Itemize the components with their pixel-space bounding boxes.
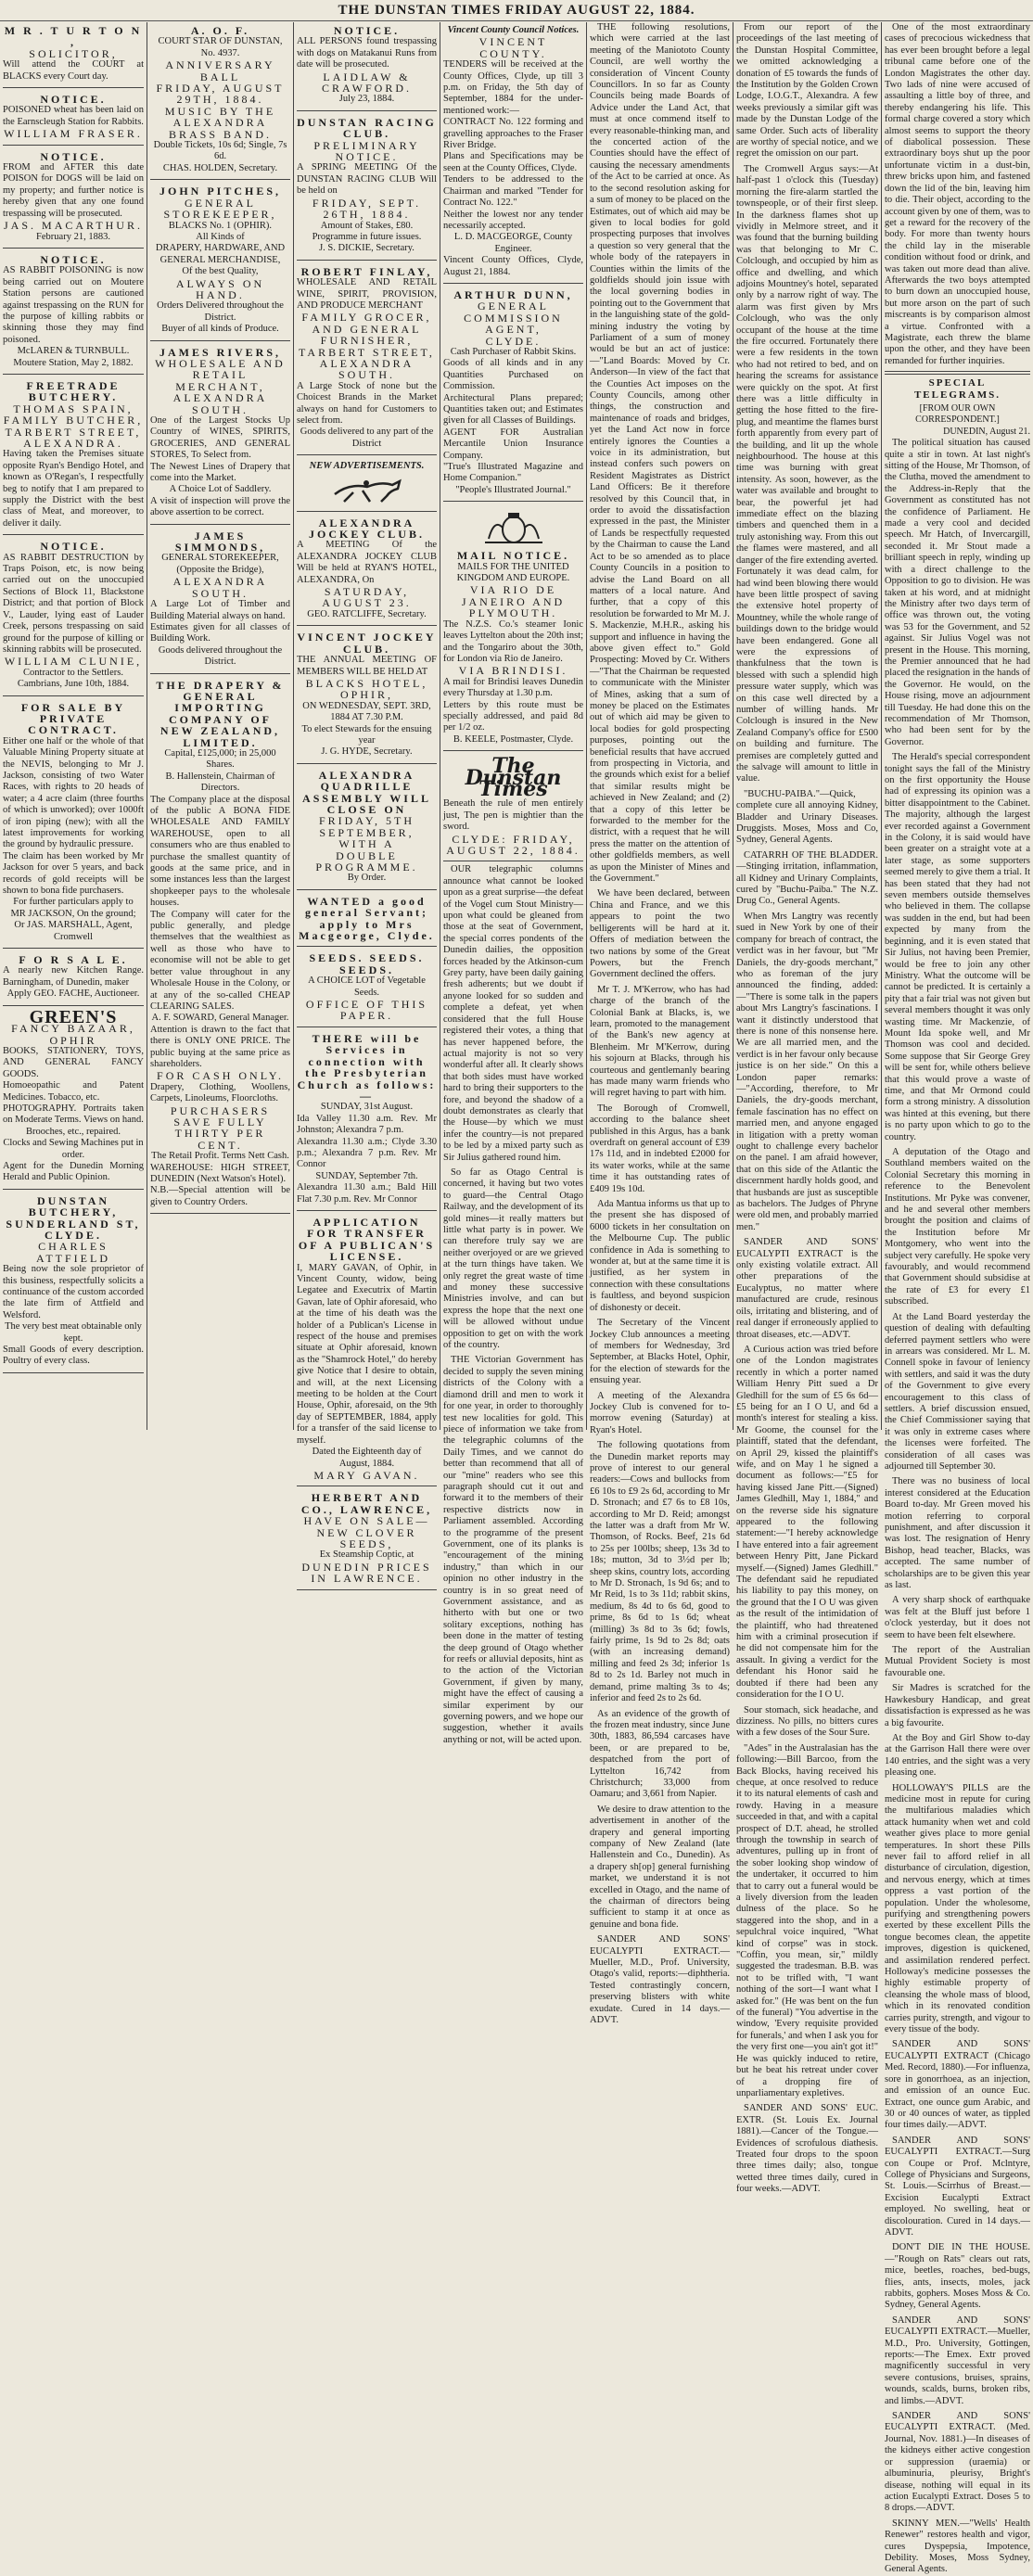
ad-line: The N.Z.S. Co.'s steamer Ionic leaves Lyttelton about the 20th inst; and the Tongariro about the 30th, for London via Rio de Janeiro. <box>443 618 583 664</box>
ad-line: Clocks and Sewing Machines put in order. <box>3 1138 144 1160</box>
telegram-paragraph: HOLLOWAY'S PILLS are the medicine most in repute for curing the multifarious maladies which attack humanity when wet and cold weather gives place to more genial temperatures. In short these Pills never fail to afford relief in all disturbance of circulation, digestion, and nervous energy, which at times oppress a vast portion of the population. Under the wholesome, purifying and strengthening powers exerted by these excellent Pills the tongue becomes clean, the appetite improves, digestion is quickened, and assimilation rendered perfect. Holloway's medicine possesses the highly estimable property of cleansing the whole mass of blood, which in its renovated condition carries purity, strength, and vigour to every tissue of the body. <box>885 1782 1030 2035</box>
advertisement <box>443 754 583 861</box>
advertisement <box>297 458 437 511</box>
ad-line: FREETRADE BUTCHERY. <box>26 378 121 404</box>
ad-line: Moutere Station, May 2, 1882. <box>13 357 134 368</box>
ad-line: MAILS FOR THE UNITED KINGDOM AND EUROPE. <box>456 561 570 584</box>
news-paragraph: We desire to draw attention to the advertisement in another of the drapery and general importing company of New Zealand (late Hallenstein and Co., Dunedin). As a drapery sh[op] general furnishing market, we understand it is not excelled in Otago, and the name of the chairman of directors being sufficient to stamp it at once as genuine and bona fide. <box>590 1804 730 1930</box>
ad-line: ALWAYS ON HAND. <box>175 276 265 301</box>
ad-line: FOR CASH ONLY. <box>157 1069 284 1083</box>
ad-line: "True's Illustrated Magazine and Home Companion." <box>443 462 583 484</box>
ad-line: The Dunstan Times <box>465 754 562 801</box>
ad-line: Vincent County Offices, Clyde, August 21, 1884. <box>443 255 583 277</box>
ad-line: SOLICITOR, <box>29 46 118 60</box>
ad-line: Estimates given for all classes of Building Work. <box>150 621 290 644</box>
advertisement <box>150 344 290 525</box>
news-paragraph: The Secretary of the Vincent Jockey Club announces a meeting of members for Wednesday, 3rd September, at Blacks Hotel, Ophir, for the election of stewards for the ensuing year. <box>590 1318 730 1386</box>
ad-line: A Large Lot of Timber and Building Material always on hand. <box>150 599 290 621</box>
column-5 <box>587 22 733 2026</box>
ad-line: MR JACKSON, On the ground; <box>10 908 136 919</box>
news-paragraph: A meeting of the Alexandra Jockey Club is convened for to-morrow evening (Saturday) at Ryan's Hotel. <box>590 1390 730 1435</box>
ad-line: JAMES SIMMONDS, <box>174 529 266 555</box>
ad-line: BLACKS No. 1 (OPHIR). <box>168 220 273 231</box>
ad-line: NOTICE. <box>40 540 107 554</box>
news-paragraph: The Cromwell Argus says:—At half-past 1 o'clock this (Tuesday) morning the fire-alarm startled the townspeople, or of their first sleep. In the darkness flames shot up vividly in Melmore street, and it was found that the burning building was that belonging to Mr C. Colclough, and occupied by him as office and dwelling, and which adjoins Mountney's hotel, separated only by a narrow right of way. The alarm was first given by Mrs Colclough, who was the only occupant of the house at the time the fire occurred. Fortunately there were a few residents in the town who had not retired to bed, and on hearing the screams for assistance were quickly on the spot. At first there was a little difficulty in getting the hose fitted to the fire-plug, and meantime the flames burst forth apparently from every part of the building, and lit up the whole neighbourhood. The house at this time was burning with great intensity. As soon, however, as the water was available and brought to bear, the powerful jet had immediate effect on the blazing timbers and quenched them in a truly astonishing way. From this out the flames were mastered, and all danger of the fire extending averted. Fortunately it was dead calm, for had wind been blowing there would have been little prospect of saving the extensive hotel property of Mountney, while the whole range of buildings down to the bridge would have been endangered. Gone all were the expressions of thankfulness that the town is blessed with such a splendid high pressure water supply, which was on this case well directed by a number of willing hands. Mr Colclough is insured in the New Zealand Company's office for £500 on building and furniture. The premises are completely gutted and the salvage will amount to little in value. <box>736 163 878 784</box>
special-telegrams-sub: [FROM OUR OWN CORRESPONDENT.] <box>915 403 1000 426</box>
ad-line: Either one half or the whole of that Valuable Mining Property situate at the NEVIS, belonging to Mr J. Jackson, consisting of two Water Races, with rights to 20 heads of water; a 4 acre claim (three fourths of which is unworked); over 1000ft of iron piping (new); with all the latest improvements for working the ground by hydraulic pressure. <box>3 735 144 850</box>
advertisement <box>297 950 437 1027</box>
ad-line: CHARLES ATTFIELD <box>36 1240 110 1265</box>
editorial-paragraph: OUR telegraphic columns announce what cannot be looked upon as a great surprise—the defeat of the Vogel cum Stout Ministry—upon what could be gleaned from those at the seat of Government, the special corres pondents of the Dunedin dailies, the opposition forces headed by the Atkinson-cum Grey party, have been daily gaining fresh adherents; but we doubt if anyone looked for so sudden and complete a defeat, yet when considered that the full House registered their votes, a thing that has never happened before, the actual majority is not so very wonderful after all. It clearly shows that both sides must have worked hard to bring their supporters to the fore, and beyond the shadow of a doubt demonstrates as clearly that the House—by which we must infer the country—is not prepared to be led by a mixed party such as Sir Julius gathered round him. <box>443 864 583 1163</box>
ad-line: CHAS. HOLDEN, Secretary. <box>162 162 278 173</box>
news-paragraph: Mr T. J. M'Kerrow, who has had charge of the branch of the Colonial Bank at Blacks, is, we learn, promoted to the management of the Bank's new agency at Blenheim. Mr M'Kerrow, during his sojourn at Blacks, through his courteous and gentlemanly bearing has made many warm friends who will regret having to part with him. <box>590 984 730 1099</box>
news-paragraph: The Borough of Cromwell, according to the balance sheet published in this Argus, has a bank overdraft on general account of £39 17s 11d, and in indebted £2000 for its water works, while at the same time it has outstanding rates of £409 19s 10d. <box>590 1103 730 1194</box>
ad-line: McLAREN & TURNBULL. <box>17 346 130 357</box>
advertisement <box>297 893 437 948</box>
ad-line: M R . T U R T O N , <box>4 24 143 49</box>
ad-line: B. KEELE, Postmaster, Clyde. <box>453 733 574 745</box>
special-telegrams-title: SPECIAL TELEGRAMS. <box>913 377 1001 401</box>
ad-line: NOTICE. <box>40 149 107 163</box>
ad-line: ALEXANDRA SOUTH. <box>172 575 268 600</box>
ad-line: ANNIVERSARY BALL <box>165 58 275 83</box>
ad-line: Contractor to the Settlers. <box>23 667 123 678</box>
news-paragraph: "BUCHU-PAIBA."—Quick, complete cure all annoying Kidney, Bladder and Urinary Diseases. Druggists. Moses, Moss and Co, Sydney, General Agents. <box>736 788 878 846</box>
ad-line: Attention is drawn to the fact that there is ONLY ONE PRICE. The public buying at the same price as shareholders. <box>150 1024 290 1069</box>
ad-line: VIA BRINDISI. <box>458 664 568 678</box>
ad-line: GENERAL STOREKEEPER, <box>163 196 277 222</box>
news-paragraph: "Ades" in the Australasian has the following:—Bill Barcoo, from the Back Blocks, having received his cheque, at once resolved to reduce it to its natural elements of cash and rowdy. Having in a measure succeeded in that, and with a capital prospect of D.T. ahead, he strolled through the township in search of adventures, pulling up in front of the sober looking shop window of the undertaker, it occurred to him that to carry out a funeral would be a lively diversion from the leaden dulness of the place. So he staggered into the shop, and in a sepulchral voice inquired, "What kind of corpse" was in stock. "Coffin, you mean, sir," mildly suggested the tradesman. B.B. was not to be trifled with, "I want nothing of the sort—I want what I asked for." (He was bent on the fun of the funeral) "You advertise in the window, 'Every requisite provided for funerals,' and when I ask you for the very first one—you ain't got it!" He was quickly induced to retire, but he beat his retreat under cover of a dropping fire of unparliamentary expletives. <box>736 1742 878 2098</box>
ad-line: The Retail Profit. Terms Nett Cash. <box>151 1151 289 1162</box>
ad-line: A visit of inspection will prove the above assertion to be correct. <box>150 495 290 518</box>
ad-line: DRAPERY, HARDWARE, AND GENERAL MERCHANDISE, <box>155 243 286 265</box>
advertisement <box>297 629 437 763</box>
column-1 <box>0 22 147 1430</box>
news-paragraph: The following quotations from the Dunedin market reports may prove of interest to our general readers:—Cows and bullocks from £6 10s to £9 2s 6d, according to Mr D. Stronach; and £7 6s to £8 10s, according to Mr D. Reid; amongst the latter was a draft from Mr W. Thomson, of Rocks. Beef, 21s 6d to 25s per 100lbs; sheep, 13s 3d to 18s; mutton, 3d to 3½d per lb; sheep skins, country lots, according to Mr D. Stronach, 1s 9d 6s; and to Mr Reid, 1s to 3s 11d; rabbit skins, medium, 8s 4d to 6s 6d, good to prime, 8s 6d to 1s 6d; wheat (milling) 3s 8d to 3s 6d; fowls, fairly prime, 1s 9d to 2s 8d; oats (with an increasing demand) milling and feed 2s 3d; inferior 1s 8d to 2s 1d. Barley not much in demand, prime malting 3s to 4s; inferior and feed 2s to 2s 6d. <box>590 1440 730 1704</box>
ad-line: Neither the lowest nor any tender necessarily accepted. <box>443 209 583 231</box>
ad-line: NOTICE. <box>40 252 107 266</box>
ad-line: WILLIAM CLUNIE, <box>4 655 143 669</box>
ad-line: JAMES RIVERS, <box>159 345 281 359</box>
masthead: THE DUNSTAN TIMES FRIDAY AUGUST 22, 1884. <box>0 0 1033 21</box>
ad-line: TARBERT STREET, ALEXANDRA. <box>5 425 142 450</box>
advertisement <box>3 91 144 146</box>
ad-line: VINCENT COUNTY. <box>478 35 548 60</box>
ad-line: Alexandra 11.30 a.m.; Bald Hill Flat 7.30 p.m. Rev. Mr Connor <box>297 1182 437 1205</box>
ad-line: A. F. SOWARD, General Manager. <box>151 1013 289 1024</box>
ad-line: ON WEDNESDAY, SEPT. 3RD, 1884 AT 7.30 P.M. <box>302 700 431 723</box>
ad-line: GEO. RATCLIFFE, Secretary. <box>307 608 427 619</box>
ad-line: ALL PERSONS found trespassing with dogs on Matakanui Runs from date will be prosecuted. <box>297 36 437 70</box>
news-paragraph: A Curious action was tried before one of the London magistrates recently in which a porter named William Henry Pitt sued a Dr Gledhill for the sum of £5 6s 6d—£5 being for an I O U, and 6d a month's interest for stealing a kiss. Mr Goome, the counsel for the plaintiff, stated that the defendant, on April 29, kissed the plaintiff's wife, and on May 1 he signed a document as follows:—"£5 for having kissed Jane Pitt.—(Signed) James Gledhill, May 1, 1884," and on the reverse side his signature appeared to the following statement:—"I hereby acknowledge I have entered into a fair agreement between Henry Pitt, Jane Pickard myself.—(Signed) James Gledhill." The defendant said he repudiated his liability to pay this money, on the ground that the I O U was given as the result of the intimidation of the plaintiff, who had threatened him with a criminal prosecution if he did not compensate him for the assault. In giving a verdict for the defendant his Honor said he doubted if there had been any consideration for the I O U. <box>736 1344 878 1701</box>
advertisement <box>3 538 144 695</box>
ad-line: DUNSTAN BUTCHERY, SUNDERLAND ST, CLYDE. <box>6 1193 141 1242</box>
ad-line: FOR SALE BY PRIVATE CONTRACT. <box>20 700 126 737</box>
ad-line: Cash Purchaser of Rabbit Skins. <box>450 346 577 357</box>
advertisement <box>297 114 437 261</box>
news-paragraph: We have been declared, between China and France, and we this appears to point the two belligerents will be hard at it. Offers of mediation between the two nations by some of the Great Powers, but the French Government declined the offers. <box>590 888 730 980</box>
advertisement <box>297 1214 437 1486</box>
ad-line: FAMILY BUTCHER, <box>3 414 144 427</box>
editorial-paragraph: THE Victorian Government has decided to supply the seven mining districts of the Colony with a diamond drill and men to work it for one year, in order to thoroughly test new localities for gold. This piece of information we take from the telegraphic columns of the Daily Times, and we cannot do better than recommend that all of our "mine" readers who see this paragraph should cut it out and forward it to the members of their respective districts now in Parliament assembled. According to the programme of the present Government, one of its planks is "encouragement of the mining industry," than which in our opinion no other industry in the country is in so great need of Government assistance, and as hitherto with but one or two solitary exceptions, nothing has been done in the matter of testing the deep ground of Otago whether for reefs or alluvial deposits, hint as to the action of the Victorian Government, if given by many, might have the effect of causing a similar experiment by our governing powers, and we hope our suggestion, whether it avails anything or not, will be acted upon. <box>443 1355 583 1745</box>
ad-line: ALEXANDRA QUADRILLE ASSEMBLY WILL CLOSE ON <box>302 768 431 816</box>
ad-line: Beneath the rule of men entirely just, The pen is mightier than the sword. <box>443 798 583 833</box>
ad-line: NOTICE. <box>40 93 107 107</box>
ad-line: APPLICATION FOR TRANSFER OF A PUBLICAN'S LICENSE. <box>298 1215 436 1264</box>
divider <box>885 371 1030 375</box>
ad-line: CONTRACT No. 122 forming and gravelling approaches to the Fraser River Bridge. <box>443 117 583 151</box>
ad-line: HAVE ON SALE— <box>303 1514 430 1528</box>
news-paragraph: Sour stomach, sick headache, and dizziness. No pills, no bitters cures with a few doses of the Sour Sure. <box>736 1704 878 1739</box>
ad-line: Ida Valley 11.30 a.m. Rev. Mr Johnston; Alexandra 7 p.m. <box>297 1113 437 1136</box>
ad-line: Having taken the Premises situate opposite Ryan's Bendigo Hotel, and known as O'Regan's, I respectfully beg to notify that I am prepared to supply the District with the best class of Meat, and moreover, to deliver it daily. <box>3 449 144 529</box>
ad-line: THERE will be Services in connection with the Presbyterian Church as follows:— <box>297 1031 437 1103</box>
ad-line: Programme in future issues. <box>312 231 422 242</box>
ad-line: Will attend the COURT at BLACKS every Court day. <box>3 59 144 82</box>
telegram-paragraph: At the Boy and Girl Show to-day at the Garrison Hall there were over 140 entries, and the sight was a very pleasing one. <box>885 1732 1030 1779</box>
advertisement <box>443 287 583 502</box>
ad-line: A. O. F. <box>190 24 250 37</box>
ad-line: TENDERS will be received at the County Offices, Clyde, up till 3 p.m. on Friday, the 5th day of September, 1884 for the under-mentioned work:— <box>443 59 583 116</box>
telegram-paragraph: At the Land Board yesterday the question of dealing with defaulting deferred payment settlers who were in arrears was considered. Mr L. M. Connell spoke in favour of leniency with settlers, and said it was the duty of the Government to give every encouragement to this class of settlers. A brief discussion ensued, the Chief Commissioner saying that it was only in extreme cases where the licenses were forfeited. The consideration of all cases was adjourned till September 30. <box>885 1311 1030 1472</box>
advertisement <box>443 504 583 751</box>
ad-line: NEW ADVERTISEMENTS. <box>309 461 425 472</box>
ad-line: A nearly new Kitchen Range. Barningham, of Dunedin, maker <box>3 965 144 988</box>
ad-line: I, MARY GAVAN, of Ophir, in Vincent County, widow, being Legatee and Executrix of Martin Gavan, late of Ophir aforesaid, who at the time of his death was the holder of a Publican's License in respect of the house and premises situate at Ophir aforesaid, known as the "Shamrock Hotel," do hereby give Notice that I desire to obtain, and will, at the next Licensing meeting to be holden at the Court House, Ophir, aforesaid, on the 9th day of SEPTEMBER, 1884, apply for a transfer of the said license to myself. <box>297 1262 437 1446</box>
column-6 <box>733 22 881 2195</box>
telegram-paragraph: The political situation has caused quite a stir in town. At last night's sitting of the House, Mr Thomson, of the Clutha, moved the amendment to the Address-in-Reply that the Government as constituted has not the confidence of Parliament. He made a very cool and decided speech. Mr Hatch, of Invercargill, seconded it. Mr Stout made a brilliant speech in reply, winding up with a direct challenge to the Opposition to go to division. He was taken at his word, and at midnight the Ministry after two days term of office was thrown out, the voting was 53 for the Government, and 52 against. Sir Julius Vogel was not present in the House. This morning, the Premier announced that he had placed the resignation in the hands of the Governor. He would, on the House rising, move an adjournment till Tuesday. He had done this on the recommendation of Mr Thomson, who had been sent for by the Governor. <box>885 438 1030 747</box>
telegram-paragraph: SANDER AND SONS' EUCALYPTI EXTRACT (Chicago Med. Record, 1880).—For influenza, sore in gonorrhoea, as an injection, and emission of an ounce Euc. Extract, one ounce gum Arabic, and 30 or 40 ounces of water, as tippled four times daily.—ADVT. <box>885 2039 1030 2131</box>
ad-line: F O R S A L E. <box>19 953 128 967</box>
ad-line: AS RABBIT POISONING is now being carried out on Moutere Station persons are cautioned against trespassing on the RUN for the purpose of killing rabbits or skinning those they may find poisoned. <box>3 265 144 345</box>
ad-line: COURT STAR OF DUNSTAN, No. 4937. <box>158 36 283 58</box>
ad-line: OFFICE OF THIS PAPER. <box>305 998 428 1023</box>
ad-line: ARTHUR DUNN, <box>453 287 573 301</box>
ad-line: A SPRING MEETING Of the DUNSTAN RACING CLUB Will be held on <box>297 162 437 197</box>
ad-line: BOOKS, STATIONERY, TOYS, AND GENERAL FANCY GOODS. <box>3 1045 144 1079</box>
ad-line: DUNSTAN RACING CLUB. <box>297 115 437 141</box>
news-paragraph: From our report of the proceedings of the last meeting of the Dunstan Hospital Committee, we omitted acknowledging a donation of £5 towards the funds of the Institution by the Golden Crown Lodge, I.O.G.T., Alexandra. A few weeks previously a similar gift was made by the Dunstan Lodge of the same Order. Such acts of liberality are worthy of special notice, and we regret the omission on our part. <box>736 22 878 159</box>
ad-line: Goods of all kinds and in any Quantities Purchased on Commission. <box>443 358 583 392</box>
ad-line: ROBERT FINLAY, <box>300 264 433 278</box>
ad-line: FRIDAY, 5TH SEPTEMBER, <box>318 814 415 839</box>
news-paragraph: As an evidence of the growth of the frozen meat industry, since June 30th, 1883, 86,594 carcases have been, or are prepared to be, despatched from the port of Lyttelton 16,742 from Christchurch; 33,000 from Oamaru; and 3,661 from Napier. <box>590 1708 730 1800</box>
advertisement <box>297 22 437 111</box>
ad-line: Capital, £125,000; in 25,000 Shares. <box>164 747 276 771</box>
ad-line: WAREHOUSE: HIGH STREET, DUNEDIN (Next Watson's Hotel). <box>150 1162 290 1184</box>
ad-line: By Order. <box>347 873 387 884</box>
ad-line: N.B.—Special attention will be given to Country Orders. <box>150 1185 290 1207</box>
ad-line: B. Hallenstein, Chairman of Directors. <box>165 771 275 794</box>
royal-arms-icon <box>443 511 583 546</box>
ad-line: CLYDE. <box>485 334 542 348</box>
ad-line: WILLIAM FRASER. <box>4 127 143 141</box>
ad-line: WHOLESALE AND RETAIL MERCHANT, <box>155 356 286 393</box>
ad-line: MAIL NOTICE. <box>456 549 570 563</box>
advertisement <box>3 1192 144 1373</box>
ad-line: A CHOICE LOT of Vegetable Seeds. <box>308 976 426 998</box>
ad-line: "People's Illustrated Journal." <box>455 484 571 495</box>
ad-line: Plans and Specifications may be seen at the County Offices, Clyde. <box>443 151 583 173</box>
ad-line: WITH A <box>338 837 395 851</box>
ad-line: PHOTOGRAPHY. Portraits taken on Moderate Terms. Views on hand. <box>3 1103 144 1126</box>
telegram-paragraph: There was no business of local interest considered at the Education Board to-day. Mr Green moved his motion referring to corporal punishment, and after discussion it was lost. The resignation of Henry Bishop, head teacher, Blacks, was accepted. The same number of scholarships are to be given this year as last. <box>885 1476 1030 1591</box>
advertisement <box>3 699 144 950</box>
ad-line: Homoeopathic and Patent Medicines. Tobacco, etc. <box>3 1080 144 1103</box>
special-telegrams-place: DUNEDIN, August 21. <box>943 426 1030 437</box>
ad-line: GREEN'S <box>29 1006 118 1027</box>
advertisement <box>150 22 290 180</box>
ad-line: WANTED a good general Servant; apply to Mrs Macgeorge, Clyde. <box>299 894 435 943</box>
ad-line: Amount of Stakes, £80. <box>320 220 414 231</box>
ad-line: A Large Stock of none but the Choicest Brands in the Market always on hand for Customers to select from. <box>297 380 437 426</box>
ad-line: SEEDS. SEEDS. SEEDS. <box>309 951 425 976</box>
ad-line: The Newest Lines of Drapery that come into the Market. <box>150 461 290 484</box>
ad-line: J. G. HYDE, Secretary. <box>321 746 413 758</box>
ad-line: Tenders to be addressed to the Chairman and marked "Tender for Contract No. 122." <box>443 174 583 209</box>
ad-line: The Company will cater for the public generally, and pledge themselves that the wealthiest as well as those who have to economise will not be able to get better value throughout in any Wholesale House in the Colony, or at any of the so-called CHEAP CLEARING SALES. <box>150 909 290 1012</box>
telegram-paragraph: A deputation of the Otago and Southland members waited on the Colonial Secretary this morning in reference to the Benevolent Institutions. Mr Pyke was convener, and he and several other members brought the position and claims of the Institution before Mr Montgomery, who went into the subject very carefully. He spoke very favourably, and would recommend that Government should subsidise at the rate of £3 for every £1 subscribed. <box>885 1147 1030 1307</box>
ad-line: Letters by this route must be specially addressed, and paid 8d per 1/2 oz. <box>443 699 583 733</box>
telegram-paragraph: SANDER AND SONS' EUCALYPTI EXTRACT. (Med. Journal, Nov. 1881.)—In diseases of the kidneys either active congestion or suppression (uraemia) or albuminuria, pleurisy, Bright's disease, nothing will equal in its action Eucalypti Extract. Doses 5 to 8 drops.—ADVT. <box>885 2411 1030 2514</box>
advertisement <box>3 22 144 88</box>
ad-line: FROM and AFTER this date POISON for DOGS will be laid on my property; and further notice is hereby given that any one found trespassing will be prosecuted. <box>3 162 144 219</box>
ad-line: VINCENT JOCKEY CLUB. <box>297 631 437 656</box>
ad-line: J. S. DICKIE, Secretary. <box>319 243 414 254</box>
ad-line: SUNDAY, 31st August. <box>320 1102 414 1113</box>
ad-line: Drapery, Clothing, Woollens, Carpets, Linoleums, Floorcloths. <box>150 1081 290 1104</box>
ad-line: HERBERT AND CO., LAWRENCE, <box>300 1491 433 1516</box>
column-7 <box>882 22 1033 2575</box>
ad-line: NEW CLOVER SEEDS, <box>316 1525 417 1550</box>
ad-line: POISONED wheat has been laid on the Earnscleugh Station for Rabbits. <box>3 105 144 127</box>
ad-line: FRIDAY, AUGUST 29TH, 1884. <box>156 82 285 107</box>
ad-line: Goods delivered to any part of the District <box>300 427 434 449</box>
ad-line: GENERAL COMMISSION AGENT, <box>464 300 563 337</box>
ad-line: The Company place at the disposal of the public A BONA FIDE WHOLESALE AND FAMILY WAREHOUSE, open to all consumers who are thus enabled to purchase the smallest quantity of goods at the same price, and in some instances less than the largest shopkeeper pays to the wholesale houses. <box>150 794 290 909</box>
ad-line: ALEXANDRA SOUTH. <box>172 391 268 416</box>
ad-line: PURCHASERS SAVE FULLY THIRTY PER CENT. <box>170 1103 271 1152</box>
ad-line: LAIDLAW & CRAWFORD. <box>321 70 413 96</box>
ad-line: All Kinds of <box>196 231 245 242</box>
news-paragraph: Ada Mantua informs us that up to the present she has disposed of 6000 tickets in her consultation on the Melbourne Cup. The public confidence in Ada is something to wonder at, but at the same time it is justified, as her system in connection with these consultations is faultless, and beyond suspicion of dishonesty or deceit. <box>590 1199 730 1313</box>
ad-line: MUSIC BY THE ALEXANDRA BRASS BAND. <box>164 104 276 141</box>
ad-line: Ex Steamship Coptic, at <box>319 1549 414 1561</box>
telegram-paragraph: DON'T DIE IN THE HOUSE.—"Rough on Rats" clears out rats, mice, beetles, roaches, bed-bugs, flies, ants, insects, moles, jack rabbits, gophers. Moses Moss & Co. Sydney, General Agents. <box>885 2242 1030 2311</box>
column-2 <box>147 22 293 1430</box>
ad-line: A Choice Lot of Saddlery. <box>169 484 272 495</box>
ad-line: Agent for the Dunedin Morning Herald and Public Opinion. <box>3 1160 144 1183</box>
advertisement <box>3 951 144 1006</box>
news-paragraph: THE following resolutions, which were carried at the last meeting of the Maniototo County Council, are well worthy the consideration of Vincent County Councillors. In so far as County Councils being made Boards of Advice under the Land Act, that must at once commend itself to every reasonable-thinking man, and the concerted action of the Counties should have the effect of causing the necessary amendments of the Act to be carried at once. As to the second resolution asking for a sum of money to be placed on the Estimates, out of which aid may be given to local bodies for gold prospecting purposes that involves a question so very general that the whole body of the ratepayers in Counties within the limits of the goldfields should join issue with the local governing bodies in pointing out to the Government that in the languishing state of the gold-mining industry the voting by Parliament of a sum of money would be but an act of justice:—"Land Boards: Moved by Cr. Anderson—In view of the fact that the Counties Act imposes on the County Councils, among other things, the construction and maintenance of roads and bridges, yet the Land Act now in force entirely ignores the Counties a voice in its administration, but instead confers such powers on Resident Magistrates as District Land Officers: Be it therefore resolved by this Council that, in order to avoid the dissatisfaction expressed in the past, the Minister of Lands be respectfully requested by the Chairman to cause the Land Act to be so amended as to place County Councils in a position to advise the Land Board on all matters of a local nature. And further, that a copy of this resolution be forwarded to Mr M. J. S. Mackenzie, M.H.R., asking his support and influence in having the above given effect to." Gold Prospecting: Moved by Cr. Withers—"That the Chairman be requested to communicate with the Minister of Mines, asking that a sum of money be placed on the Estimates out of which aid may be given to local bodies for gold prospecting purposes, pointing out the beneficial results that have accrued from prospecting in Victoria, and the grounds which exist for a belief that similar results might be achieved in New Zealand; and (2) that a copy of this letter be forwarded to the member for the district, with a request that he will press the matter on the attention of other goldfields members, as well as upon the Minister of Mines and the Government." <box>590 22 730 885</box>
ad-line: SUNDAY, September 7th. <box>315 1170 418 1181</box>
news-paragraph: One of the most extraordinary cases of precocious wickedness that has ever been brought before a legal tribunal came before one of the London Magistrates the other day. Two lads of nine were accused of assaulting a little boy of three, and thereby endangering his life. This formal charge covered a story which almost seems to support the theory of diabolical possession. These extraordinary boys shut up the poor unfortunate victim in a dust-bin, threw bricks upon him, and fastened down the lid of the bin, leaving him to die. Their object, according to the account given by one of them, was to get a reward for the recovery of the body. For more than twenty hours the child lay in the miserable condition without food or drink, and was taken out more dead than alive. Afterwards the two boys attempted to burn down an unoccupied house, but more arson on the part of such miscreants is by comparison almost a virtue. Confronted with a Magistrate, each threw the blame upon the other, and they have been remanded for further inquiries. <box>885 22 1030 366</box>
telegram-paragraph: SANDER AND SONS' EUCALYPTI EXTRACT.—Mueller, M.D., Pro. University, Gottingen, reports:—The Emex. Extr proved magnificently successful in very severe contusions, bruises, sprains, wounds, scalds, burns, broken ribs, and limbs.—ADVT. <box>885 2315 1030 2406</box>
ad-line: VIA RIO DE JANEIRO AND PLYMOUTH. <box>461 583 566 620</box>
ad-line: The very best meat obtainable only kept. <box>5 1321 142 1344</box>
ad-line: A mail for Brindisi leaves Dunedin every Thursday at 1.30 p.m. <box>443 676 583 699</box>
advertisement <box>3 1006 144 1190</box>
ad-line: GENERAL STOREKEEPER, (Opposite the Bridge), <box>161 553 279 575</box>
ad-line: The claim has been worked by Mr Jackson for over 5 years, and back records of gold receipts will be shown to bona fide purchasers. <box>3 850 144 897</box>
news-paragraph: SANDER AND SONS' EUCALYPTI EXTRACT.—Mueller, M.D., Prof. University, Otago's valid, reports:—diphtheria. Tested contrastingly concern, preserving blisters with white exudate. Cured in 14 days.—ADVT. <box>590 1934 730 2026</box>
column-3 <box>294 22 440 1586</box>
ad-line: Double Tickets, 10s 6d; Single, 7s 6d. <box>153 140 287 162</box>
ad-line: For further particulars apply to <box>13 897 134 908</box>
ad-line: To elect Stewards for the ensuing year <box>301 723 432 746</box>
ad-line: Of the best Quality, <box>182 266 259 277</box>
ad-line: Orders Delivered throughout the District. <box>157 300 284 323</box>
ad-line: PRELIMINARY NOTICE. <box>313 138 420 164</box>
ad-line: DOUBLE PROGRAMME. <box>315 848 418 874</box>
ad-line: July 23, 1884. <box>338 94 395 105</box>
news-paragraph: CATARRH OF THE BLADDER.—Stinging irritation, inflammation, all Kidney and Urinary Complaints, cured by "Buchu-Paiba." The N.Z. Drug Co., General Agents. <box>736 849 878 907</box>
ad-line: WHOLESALE AND RETAIL WINE, SPIRIT, PROVISION, AND PRODUCE MERCHANT <box>297 277 437 311</box>
ad-line: A MEETING Of the ALEXANDRA JOCKEY CLUB Will be held at RYAN'S HOTEL, ALEXANDRA, On <box>297 540 437 585</box>
ad-line: One of the Largest Stocks Up Country of WINES, SPIRITS, GROCERIES, AND GENERAL STORES, To Select from. <box>150 415 290 461</box>
ad-line: JOHN PITCHES, <box>159 185 281 198</box>
telegram-paragraph: The report of the Australian Mutual Provident Society is most favourable one. <box>885 1645 1030 1678</box>
ad-line: TARBERT STREET, ALEXANDRA SOUTH. <box>299 345 435 382</box>
ad-line: Cambrians, June 10th, 1884. <box>17 679 130 690</box>
ad-line: Being now the sole proprietor of this business, respectfully solicits a continuance of the custom accorded the late firm of Attfield and Welsford. <box>3 1264 144 1320</box>
news-paragraph: SANDER AND SONS' EUC. EXTR. (St. Louis Ex. Journal 1881).—Cancer of the Tongue.—Evidences of scrofulous diathesis. Treated four drops to the spoon three times daily; also, tongue wetted three times daily, cured in four weeks.—ADVT. <box>736 2103 878 2195</box>
advertisement <box>150 183 290 340</box>
advertisement <box>150 677 290 1215</box>
advertisement <box>297 1030 437 1211</box>
ad-line: Buyer of all kinds of Produce. <box>161 324 279 335</box>
telegram-paragraph: A very sharp shock of earthquake was felt at the Bluff just before 1 o'clock yesterday, but it does not seem to have been felt elsewhere. <box>885 1595 1030 1640</box>
advertisement <box>3 251 144 375</box>
ad-line: THOMAS SPAIN, <box>13 402 134 415</box>
ad-line: Architectural Plans prepared; Quantities taken out; and Estimates given for all Classes of Buildings. <box>443 392 583 427</box>
advertisement <box>3 148 144 249</box>
advertisement <box>297 263 437 456</box>
telegram-paragraph: The Herald's special correspondent tonight says the fall of the Ministry on the first opportunity the House had of expressing its opinion was a bitter disappointment to the Cabinet. The majority, although the largest ever recorded against a Government in the Colony, it is said would have been greater on a straight vote at a later stage, as some supporters seemed merely to give them a trial. It has been stated that they had not seven members outside themselves who believed in them. The collapse was sudden in the end, but had been expected by many from the beginning, and it is even stated that Sir Julius, not having been Premier, would be free to join any other Ministry. What the outcome will be cannot be predicted. It is certainly a pity that a fair trial was not given but several members thought it was only wasting time. Mr Mackenzie, of Mount Ida spoke well, and Mr Thomson was cool and decided. Some suppose that Sir George Grey will be sent for, while others believe that this would prove a waste of time, and that Mr Ormond could form a strong ministry. A dissolution was hinted at this evening, but there is no party upon which to go to the country. <box>885 752 1030 1142</box>
telegram-paragraph: SANDER AND SONS' EUCALYPTI EXTRACT.—Surg con Coupe or Prof. Mclntyre, College of Physicians and Surgeons, St. Louis.—Scirrhus of Breast.—Excision Eucalypti Extract employed. No swelling, heat or discolouration. Cured in 14 days.—ADVT. <box>885 2135 1030 2238</box>
ad-line: DUNEDIN PRICES IN LAWRENCE. <box>301 1560 432 1586</box>
news-paragraph: When Mrs Langtry was recently sued in New York by one of their company for breach of contract, the verdict was in her favour, but "Mr Daniels, the dry-goods merchant," who as foreman of the jury announced the finding, added:—"There is some talk in the papers about Mrs Langtry's fascinations. I want it distinctly understood that there is none of this nonsense here. We are all married men, and the verdict is in her favour only because justice is on her side." On this a London paper remarks:—"According, therefore, to Mr Daniels, the dry-goods merchant, female fascination has no effect on married men, and anyone engaged in litigation with a pretty woman ought to challenge every bachelor on the panel. I am afraid however, that on this side of the Atlantic the discernment hardly holds good, and that husbands are just as susceptible as bachelors. The Judges of Phryne were old men, and probably married men." <box>736 911 878 1232</box>
racehorse-icon <box>297 476 437 504</box>
ad-line: FANCY BAZAAR, OPHIR <box>11 1022 135 1047</box>
advertisement <box>443 22 583 284</box>
ad-line: Goods delivered throughout the District. <box>158 644 283 668</box>
ad-line: Small Goods of every description. Poultry of every class. <box>3 1345 144 1367</box>
ad-line: Brooches, etc., repaired. <box>25 1126 121 1137</box>
ad-line: Or JAS. MARSHALL, Agent, Cromwell <box>14 920 133 942</box>
advertisement <box>3 377 144 535</box>
column-4 <box>440 22 586 1745</box>
ad-line: L. D. MACGEORGE, County Engineer. <box>453 232 573 254</box>
ad-line: CLYDE: FRIDAY, AUGUST 22, 1884. <box>446 832 580 857</box>
advertisement <box>297 767 437 890</box>
advertisement <box>150 528 290 674</box>
ad-line: Alexandra 11.30 a.m.; Clyde 3.30 p.m.; Alexandra 7 p.m. Rev. Mr Connor <box>297 1136 437 1170</box>
ad-line: AGENT FOR Australian Mercantile Union Insurance Company. <box>443 427 583 461</box>
news-paragraph: SANDER AND SONS' EUCALYPTI EXTRACT is the only existing volatile extract. All other preparations of the Eucalyptus, no matter where manufactured are crude, resinous oils, irritating and blistering, and of real danger if erroneously applied to throat diseases, etc.—ADVT. <box>736 1237 878 1340</box>
ad-line: AS RABBIT DESTRUCTION by Traps Poison, etc, is now being carried out on the unoccupied Sections of Block 11, Blackstone District; and that portion of Block V., Lauder, lying east of Lauder Creek, persons trespassing on said ground for the purpose of killing or skinning rabbits will be prosecuted. <box>3 552 144 655</box>
advertisement <box>297 1489 437 1589</box>
ad-line: THE DRAPERY & GENERAL IMPORTING COMPANY OF NEW ZEALAND, LIMITED. <box>156 678 285 749</box>
ad-line: BLACKS HOTEL, OPHIR, <box>305 676 428 702</box>
ad-line: JAS. MACARTHUR. <box>4 219 143 233</box>
ad-line: Dated the Eighteenth day of August, 1884. <box>312 1447 422 1469</box>
telegram-paragraph: Sir Madres is scratched for the Hawkesbury Handicap, and great dissatisfaction is expressed as he was a big favourite. <box>885 1683 1030 1728</box>
ad-line: Vincent County Council Notices. <box>447 25 580 35</box>
ad-line: MARY GAVAN. <box>313 1468 420 1482</box>
ad-line: ALEXANDRA JOCKEY CLUB. <box>309 516 425 542</box>
ad-line: SATURDAY, AUGUST 23. <box>322 585 412 610</box>
advertisement <box>297 515 437 627</box>
ad-line: FRIDAY, SEPT. 26TH, 1884. <box>312 196 422 222</box>
ad-line: NOTICE. <box>333 24 401 37</box>
ad-line: February 21, 1883. <box>36 231 110 242</box>
ad-line: THE ANNUAL MEETING OF MEMBERS WILL BE HELD AT <box>297 655 437 677</box>
ad-line: Apply GEO. FACHE, Auctioneer. <box>6 988 140 1000</box>
ad-line: FAMILY GROCER, AND GENERAL FURNISHER, <box>301 311 432 348</box>
telegram-paragraph: SKINNY MEN.—"Wells' Health Renewer" restores health and vigor, cures Dyspepsia, Impotence, Debility. Moses, Moss Sydney, General Agents. <box>885 2518 1030 2575</box>
editorial-paragraph: So far as Otago Central is concerned, it having but two votes to guard—the Central Otago Railway, and the development of its gold mines—it really matters but little what party is in power. We can therefore truly say we are neither overjoyed or are we grieved at the turn things have taken. We only regret the great waste of time and money these successive Ministries involve, and can but express the hope that the next one will be allowed without undue opposition to get on with the work of the country. <box>443 1167 583 1351</box>
